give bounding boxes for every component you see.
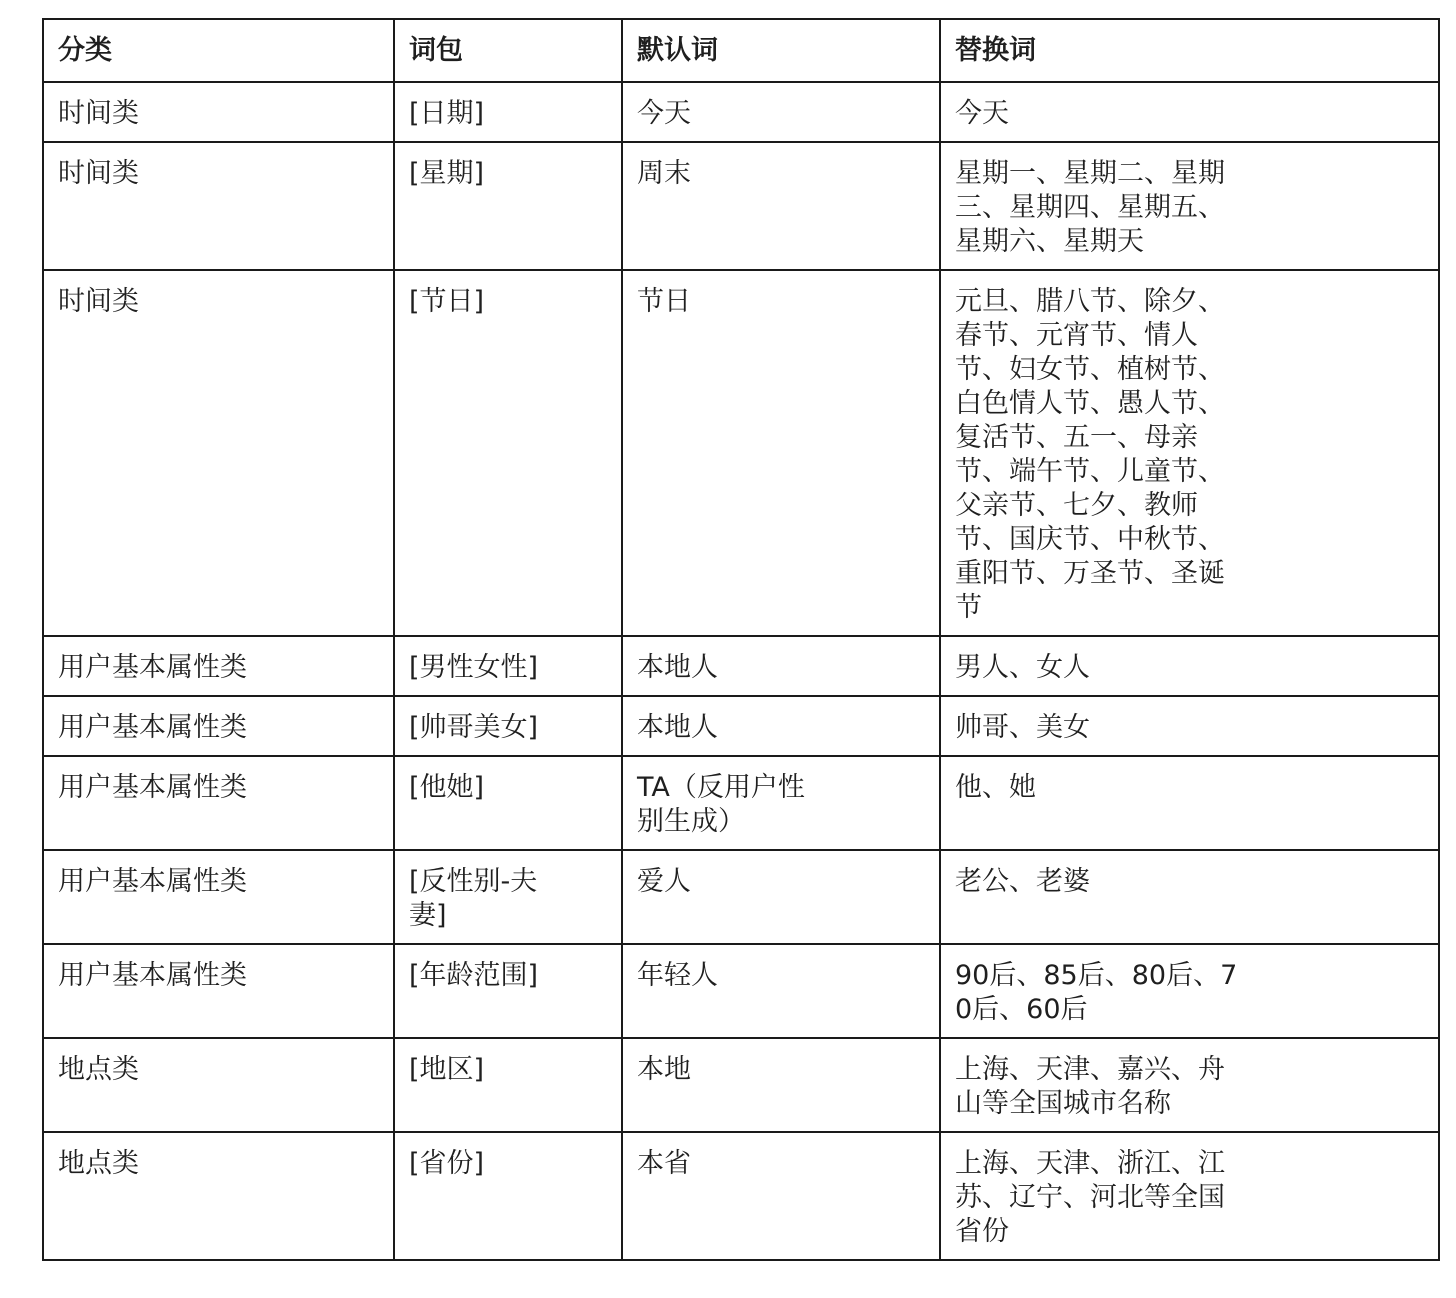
table-row <box>43 1038 1439 1132</box>
table-row <box>43 1132 1439 1260</box>
cell-replacement-words: 上海、天津、浙江、江苏、辽宁、河北等全国省份 <box>940 1132 1439 1260</box>
cell-replacement-words: 他、她 <box>940 756 1439 850</box>
cell-word-pack: [星期] <box>394 142 622 270</box>
cell-category: 时间类 <box>43 142 394 270</box>
header-category: 分类 <box>43 19 394 82</box>
cell-replacement-words: 元旦、腊八节、除夕、春节、元宵节、情人节、妇女节、植树节、白色情人节、愚人节、复活节、五一、母亲节、端午节、儿童节、父亲节、七夕、教师节、国庆节、中秋节、重阳节、万圣节、圣诞节 <box>940 270 1439 636</box>
cell-default-word: 本地 <box>622 1038 940 1132</box>
table-row <box>43 636 1439 696</box>
cell-replacement-words: 男人、女人 <box>940 636 1439 696</box>
header-word-pack: 词包 <box>394 19 622 82</box>
cell-category: 用户基本属性类 <box>43 756 394 850</box>
cell-default-word: 今天 <box>622 82 940 142</box>
table-row <box>43 944 1439 1038</box>
cell-word-pack: [帅哥美女] <box>394 696 622 756</box>
cell-word-pack: [地区] <box>394 1038 622 1132</box>
cell-word-pack: [省份] <box>394 1132 622 1260</box>
cell-default-word: 周末 <box>622 142 940 270</box>
cell-category: 用户基本属性类 <box>43 696 394 756</box>
header-default-word: 默认词 <box>622 19 940 82</box>
cell-default-word: 年轻人 <box>622 944 940 1038</box>
cell-default-word: TA（反用户性别生成） <box>622 756 940 850</box>
cell-default-word: 本地人 <box>622 636 940 696</box>
table-row <box>43 270 1439 636</box>
cell-category: 时间类 <box>43 270 394 636</box>
cell-word-pack: [他她] <box>394 756 622 850</box>
cell-replacement-words: 上海、天津、嘉兴、舟山等全国城市名称 <box>940 1038 1439 1132</box>
cell-word-pack: [年龄范围] <box>394 944 622 1038</box>
cell-replacement-words: 90后、85后、80后、70后、60后 <box>940 944 1439 1038</box>
header-replacement-words: 替换词 <box>940 19 1439 82</box>
cell-default-word: 爱人 <box>622 850 940 944</box>
cell-word-pack: [男性女性] <box>394 636 622 696</box>
cell-default-word: 节日 <box>622 270 940 636</box>
cell-word-pack: [反性别-夫妻] <box>394 850 622 944</box>
cell-category: 地点类 <box>43 1038 394 1132</box>
table-row <box>43 82 1439 142</box>
cell-replacement-words: 老公、老婆 <box>940 850 1439 944</box>
table-header-row <box>43 19 1439 82</box>
cell-category: 用户基本属性类 <box>43 636 394 696</box>
cell-category: 时间类 <box>43 82 394 142</box>
cell-category: 地点类 <box>43 1132 394 1260</box>
cell-default-word: 本地人 <box>622 696 940 756</box>
cell-word-pack: [日期] <box>394 82 622 142</box>
cell-replacement-words: 星期一、星期二、星期三、星期四、星期五、星期六、星期天 <box>940 142 1439 270</box>
table-row <box>43 142 1439 270</box>
word-pack-table-container <box>42 18 1440 1261</box>
table-row <box>43 696 1439 756</box>
cell-default-word: 本省 <box>622 1132 940 1260</box>
cell-replacement-words: 今天 <box>940 82 1439 142</box>
table-row <box>43 756 1439 850</box>
cell-replacement-words: 帅哥、美女 <box>940 696 1439 756</box>
cell-category: 用户基本属性类 <box>43 850 394 944</box>
table-row <box>43 850 1439 944</box>
word-pack-table <box>42 18 1440 1261</box>
cell-category: 用户基本属性类 <box>43 944 394 1038</box>
cell-word-pack: [节日] <box>394 270 622 636</box>
